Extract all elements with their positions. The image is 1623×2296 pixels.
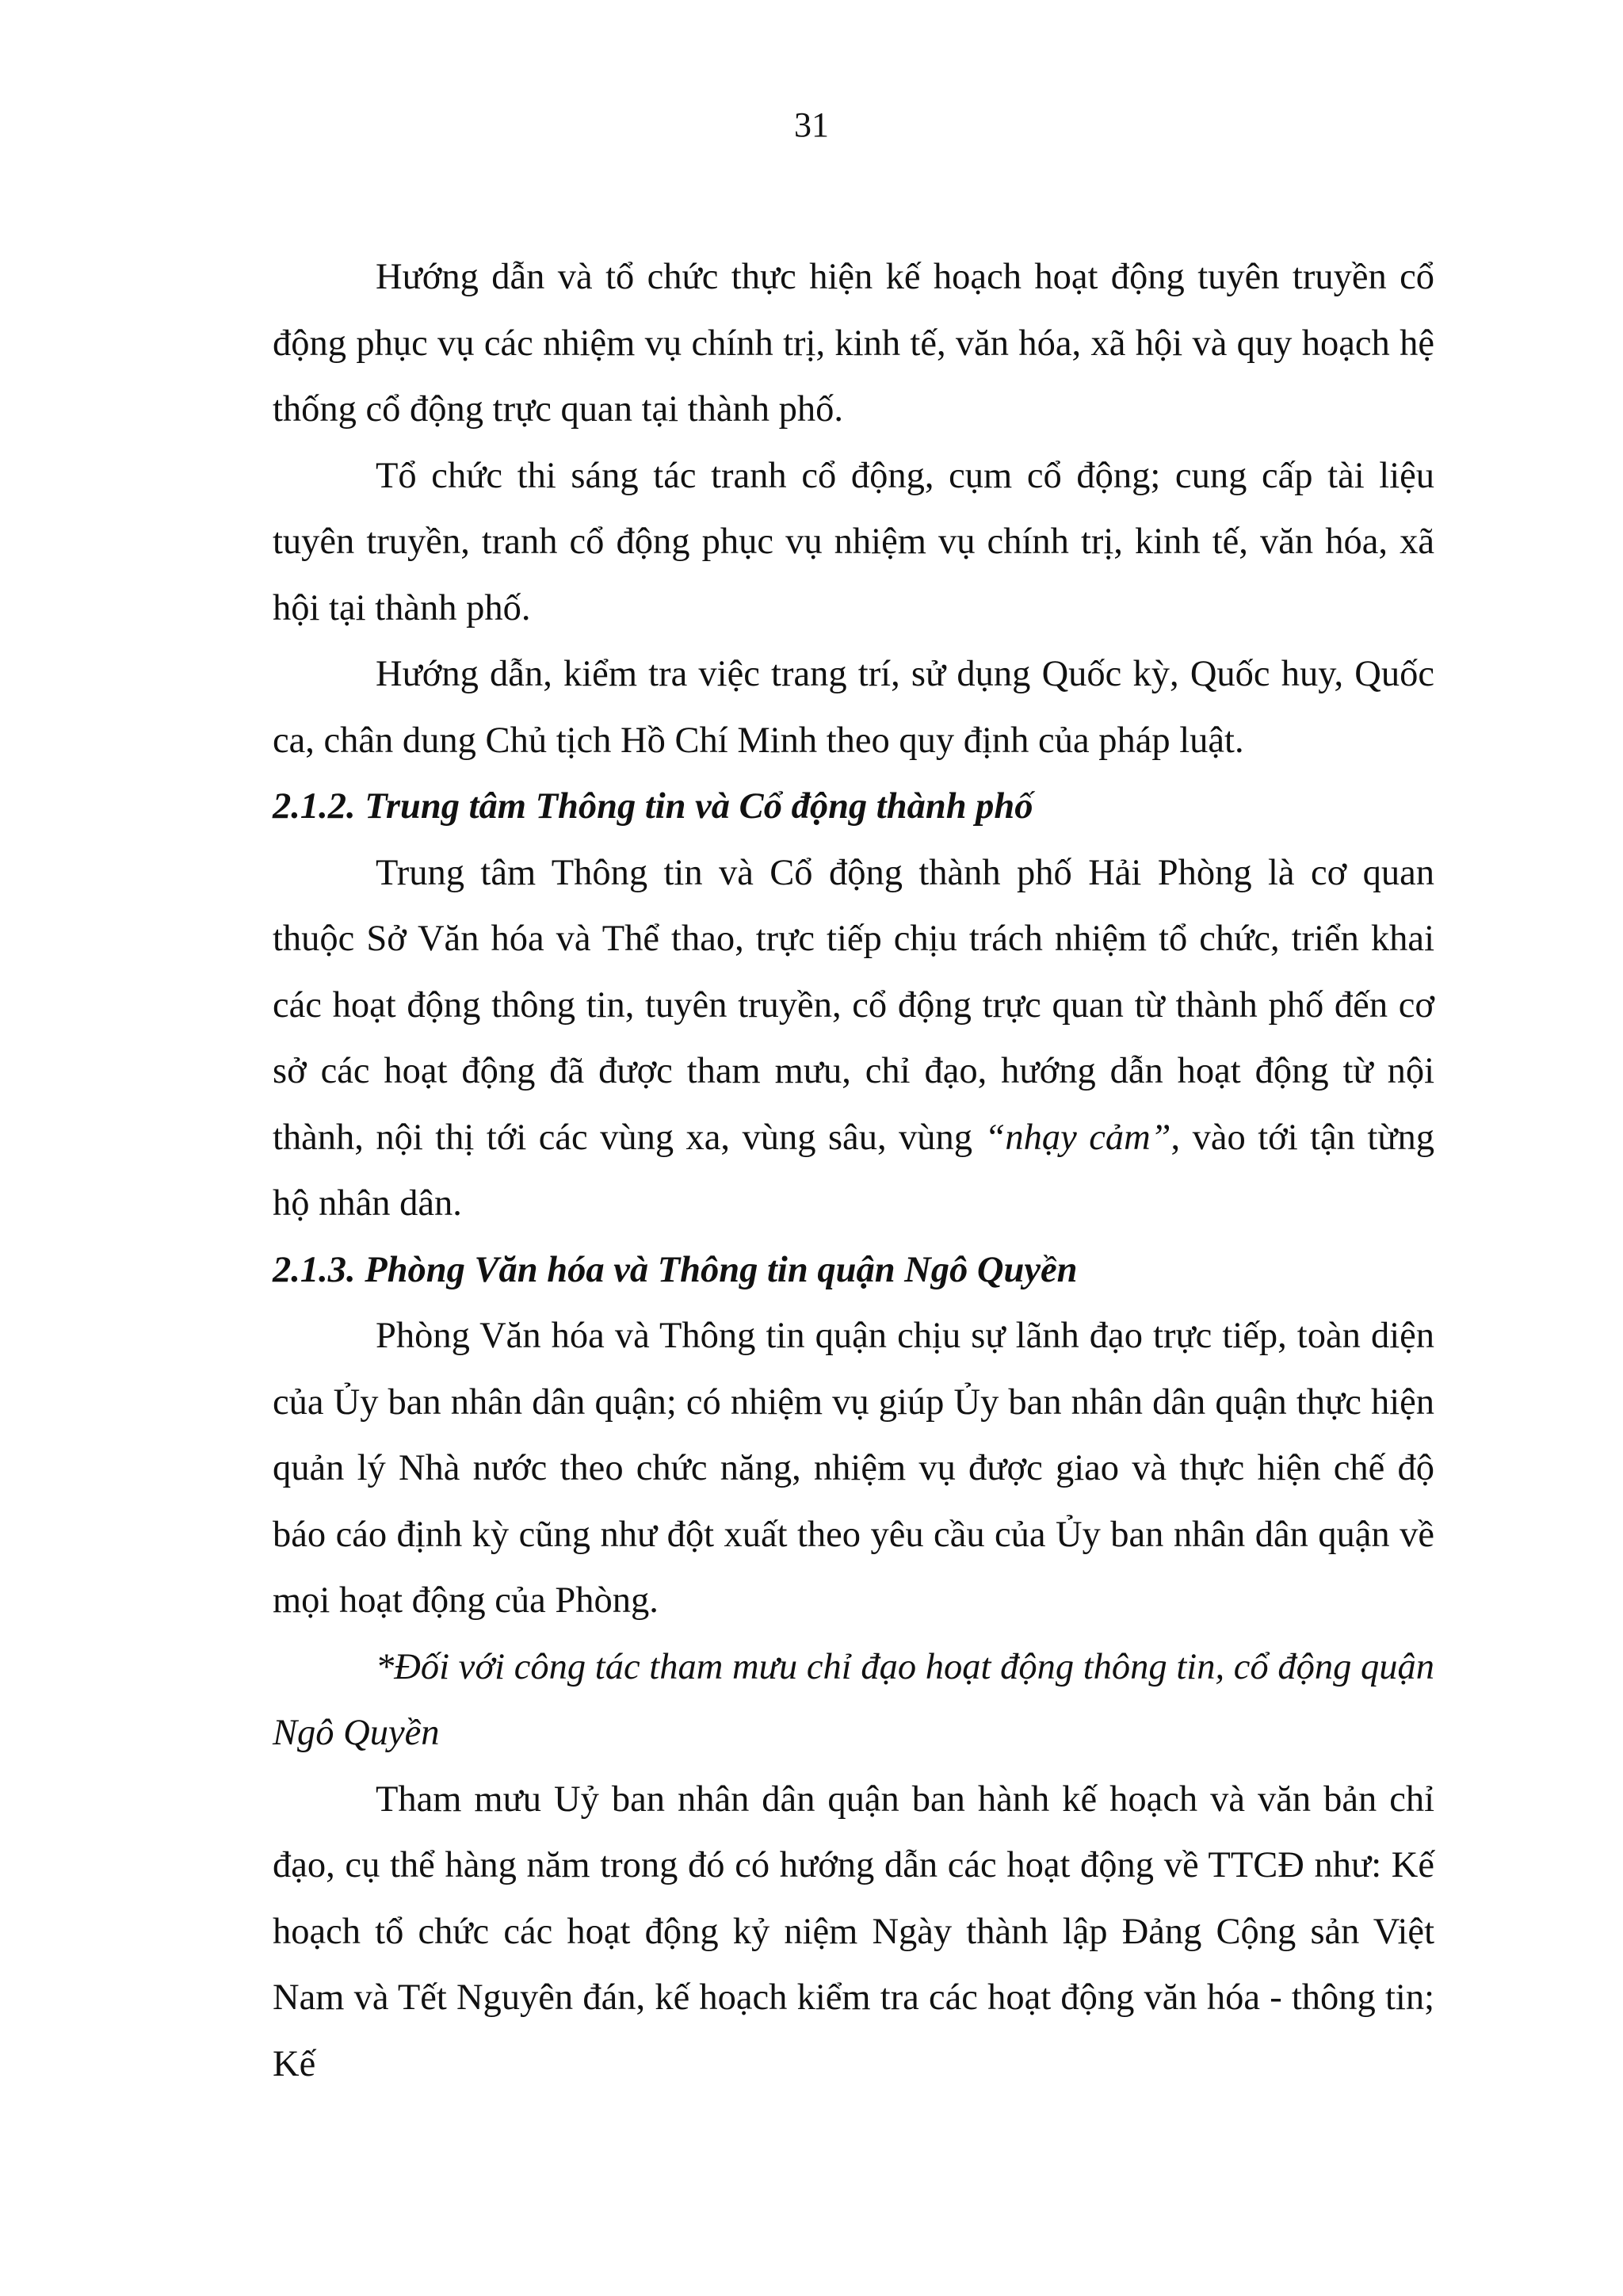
section-heading-2-1-3: 2.1.3. Phòng Văn hóa và Thông tin quận Ngô Quyền	[273, 1249, 1078, 1290]
paragraph-quoc-ky: Hướng dẫn, kiểm tra việc trang trí, sử dụng Quốc kỳ, Quốc huy, Quốc ca, chân dung Chủ tịch Hồ Chí Minh theo quy định của pháp luật.	[273, 654, 1434, 761]
document-body	[273, 244, 1434, 2097]
paragraph-tham-muu: Tham mưu Uỷ ban nhân dân quận ban hành kế hoạch và văn bản chỉ đạo, cụ thể hàng năm trong đó có hướng dẫn các hoạt động về TTCĐ như: Kế hoạch tổ chức các hoạt động kỷ niệm Ngày thành lập Đảng Cộng sản Việt Nam và Tết Nguyên đán, kế hoạch kiểm tra các hoạt động văn hóa - thông tin; Kế	[273, 1778, 1434, 2084]
paragraph-phong-van-hoa: Phòng Văn hóa và Thông tin quận chịu sự lãnh đạo trực tiếp, toàn diện của Ủy ban nhân dân quận; có nhiệm vụ giúp Ủy ban nhân dân quận thực hiện quản lý Nhà nước theo chức năng, nhiệm vụ được giao và thực hiện chế độ báo cáo định kỳ cũng như đột xuất theo yêu cầu của Ủy ban nhân dân quận về mọi hoạt động của Phòng.	[273, 1316, 1434, 1621]
paragraph-trung-tam-thong-tin	[273, 840, 1434, 1237]
paragraph-tuyen-truyen-plan: Hướng dẫn và tổ chức thực hiện kế hoạch hoạt động tuyên truyền cổ động phục vụ các nhiệm vụ chính trị, kinh tế, văn hóa, xã hội và quy hoạch hệ thống cổ động trực quan tại thành phố.	[273, 257, 1434, 430]
paragraph-text: Trung tâm Thông tin và Cổ động thành phố Hải Phòng là cơ quan thuộc Sở Văn hóa và Thể thao, trực tiếp chịu trách nhiệm tổ chức, triển khai các hoạt động thông tin, tuyên truyền, cổ động trực quan từ thành phố đến cơ sở các hoạt động đã được tham mưu, chỉ đạo, hướng dẫn hoạt động từ nội thành, nội thị tới các vùng xa, vùng sâu, vùng	[273, 852, 1434, 1158]
paragraph-tranh-co-dong: Tổ chức thi sáng tác tranh cổ động, cụm cổ động; cung cấp tài liệu tuyên truyền, tranh cổ động phục vụ nhiệm vụ chính trị, kinh tế, văn hóa, xã hội tại thành phố.	[273, 455, 1434, 628]
quoted-italic-term: “nhạy cảm”	[984, 1117, 1171, 1158]
section-heading-2-1-2: 2.1.2. Trung tâm Thông tin và Cổ động thành phố	[273, 786, 1033, 827]
page-number: 31	[794, 105, 829, 144]
italic-subheading-tham-muu: *Đối với công tác tham mưu chỉ đạo hoạt động thông tin, cổ động quận Ngô Quyền	[273, 1646, 1434, 1753]
paragraph-text: , vào tới tận từng hộ nhân dân.	[273, 1117, 1434, 1224]
